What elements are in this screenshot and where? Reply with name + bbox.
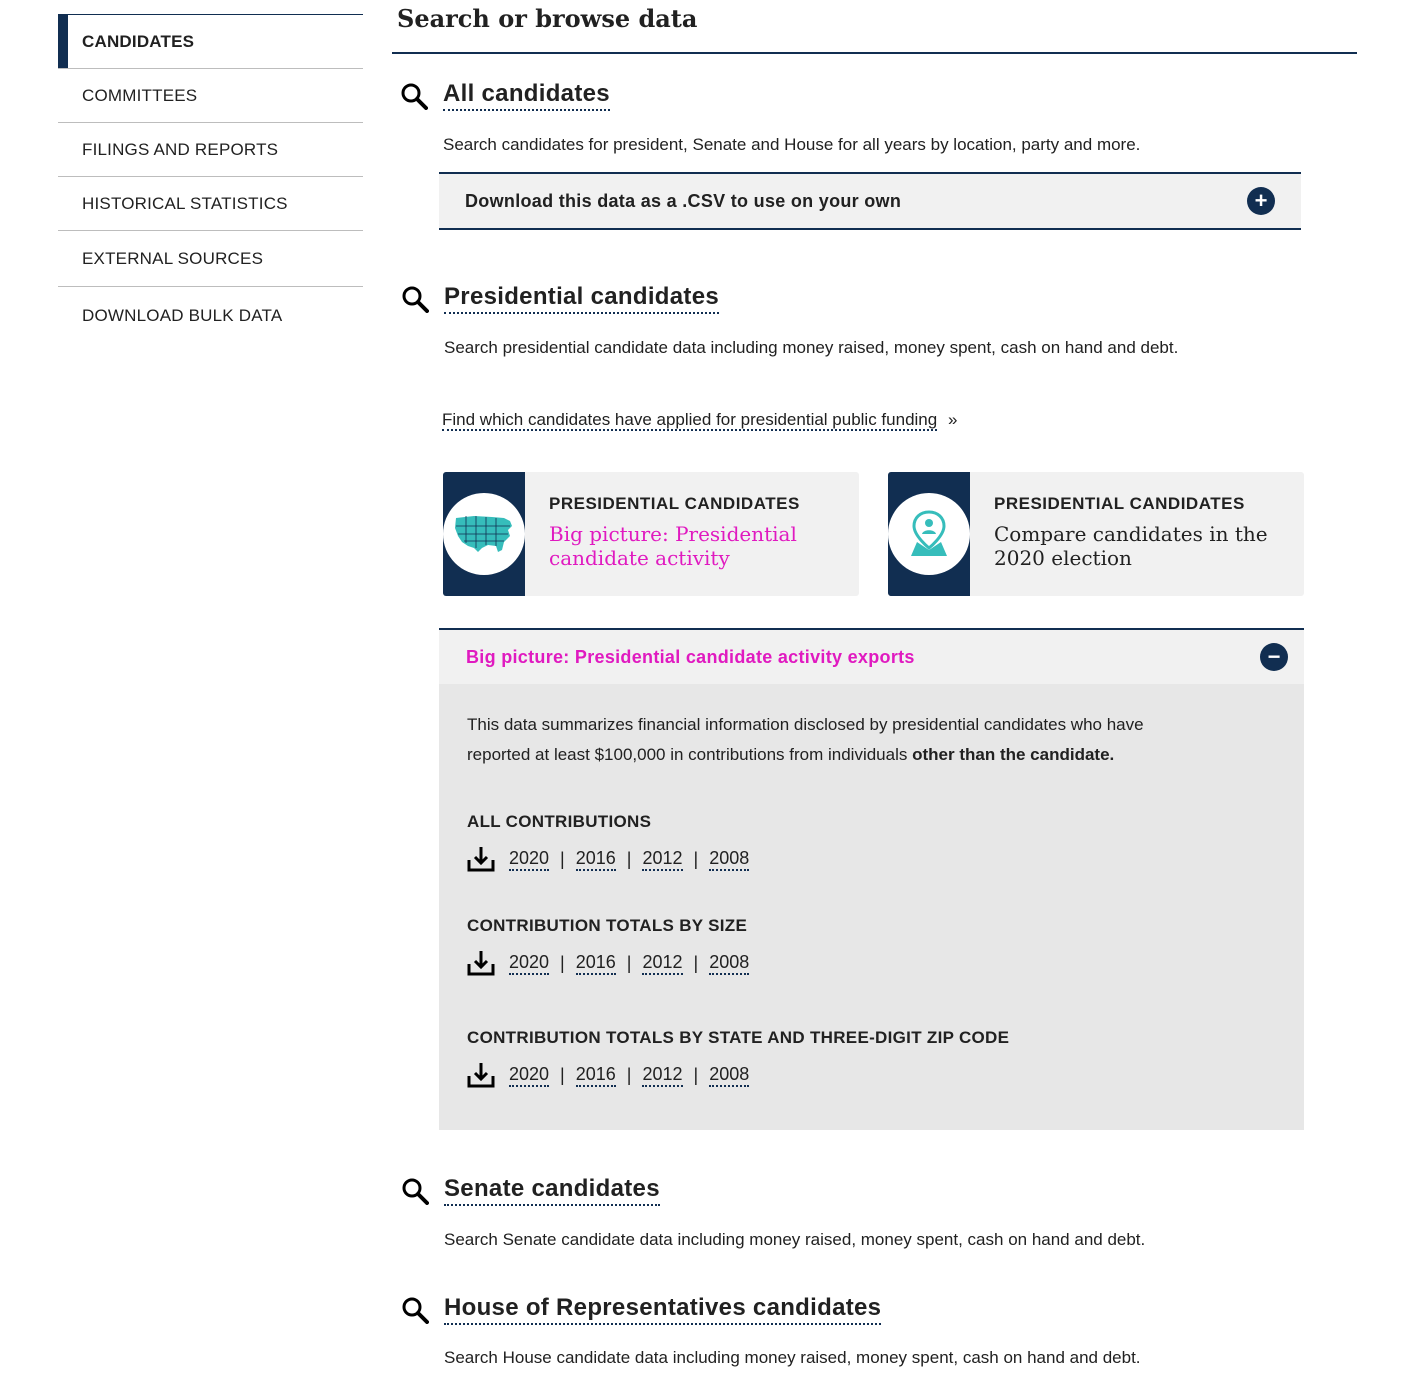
card-text [970,472,1304,596]
all-candidates-link[interactable]: All candidates [443,80,610,111]
exports-description-emphasis: other than the candidate. [912,745,1115,764]
download-csv-toggle[interactable] [439,174,1301,228]
year-link-2016[interactable]: 2016 [576,848,616,871]
separator: | [693,848,699,869]
year-link-2020[interactable]: 2020 [509,1064,549,1087]
separator: | [693,1064,699,1085]
search-icon [400,82,428,110]
card-icon-panel [888,472,970,596]
title-divider [392,52,1357,54]
download-icon [467,1062,495,1088]
card-kicker: PRESIDENTIAL CANDIDATES [549,494,800,513]
senate-description: Search Senate candidate data including money raised, money spent, cash on hand and debt. [444,1230,1146,1249]
download-csv-label: Download this data as a .CSV to use on your own [465,190,902,211]
presidential-candidates-heading [401,283,719,314]
compare-candidates-card[interactable] [888,472,1304,596]
year-link-2020[interactable]: 2020 [509,848,549,871]
separator: | [560,952,565,973]
sidebar-item-historical-statistics[interactable]: HISTORICAL STATISTICS [58,176,363,230]
sidebar-item-committees[interactable]: COMMITTEES [58,68,363,122]
year-link-2012[interactable]: 2012 [642,848,682,871]
big-picture-card[interactable] [443,472,859,596]
exports-description [467,710,1207,770]
public-funding-link-text: Find which candidates have applied for presidential public funding [442,410,938,429]
house-candidates-link[interactable]: House of Representatives candidates [444,1294,881,1325]
card-title: Compare candidates in the 2020 election [994,522,1268,570]
exports-body [439,684,1304,1130]
sidebar-nav [58,14,363,344]
house-description: Search House candidate data including money raised, money spent, cash on hand and debt. [444,1348,1141,1367]
separator: | [560,1064,565,1085]
search-icon [401,1177,429,1205]
export-group-label: ALL CONTRIBUTIONS [467,812,652,831]
separator: | [693,952,699,973]
sidebar-item-download-bulk-data[interactable]: DOWNLOAD BULK DATA [58,286,363,344]
separator: | [560,848,565,869]
card-icon-panel [443,472,525,596]
search-icon [401,1296,429,1324]
year-link-2012[interactable]: 2012 [642,952,682,975]
sidebar-item-external-sources[interactable]: EXTERNAL SOURCES [58,230,363,286]
year-link-2016[interactable]: 2016 [576,1064,616,1087]
year-links [467,1062,1276,1088]
exports-accordion [439,628,1304,1130]
export-group-totals-by-state-zip [467,1028,1276,1088]
card-title: Big picture: Presidential candidate activity [549,522,797,570]
year-link-2008[interactable]: 2008 [709,1064,749,1087]
sidebar-item-filings-and-reports[interactable]: FILINGS AND REPORTS [58,122,363,176]
exports-description-text: This data summarizes financial information disclosed by presidential candidates who have reported at least $100,000 in contributions from individuals [467,715,1144,764]
card-kicker: PRESIDENTIAL CANDIDATES [994,494,1245,513]
plus-icon[interactable]: + [1247,187,1275,215]
separator: | [626,1064,632,1085]
year-link-2012[interactable]: 2012 [642,1064,682,1087]
house-candidates-heading [401,1294,881,1325]
us-map-icon [452,512,516,556]
download-icon [467,950,495,976]
export-group-totals-by-size [467,916,1276,976]
exports-toggle[interactable] [439,630,1304,684]
year-links [467,950,1276,976]
card-icon-disc [888,493,970,575]
senate-candidates-link[interactable]: Senate candidates [444,1175,660,1206]
sidebar-item-candidates[interactable]: CANDIDATES [58,14,363,68]
separator: | [626,952,632,973]
year-link-2008[interactable]: 2008 [709,848,749,871]
card-text [525,472,859,596]
presidential-description: Search presidential candidate data including money raised, money spent, cash on hand and debt. [444,338,1179,357]
year-link-2016[interactable]: 2016 [576,952,616,975]
all-candidates-description: Search candidates for president, Senate and House for all years by location, party and more. [443,135,1141,154]
all-candidates-heading [400,80,610,111]
person-pin-icon [907,510,951,558]
search-icon [401,285,429,313]
year-link-2008[interactable]: 2008 [709,952,749,975]
download-icon [467,846,495,872]
presidential-candidates-link[interactable]: Presidential candidates [444,283,719,314]
export-group-all-contributions [467,812,1276,872]
chevron-right-icon: » [947,410,958,429]
year-link-2020[interactable]: 2020 [509,952,549,975]
export-group-label: CONTRIBUTION TOTALS BY STATE AND THREE-DIGIT ZIP CODE [467,1028,1010,1047]
exports-title: Big picture: Presidential candidate activity exports [466,646,915,667]
page-title: Search or browse data [397,4,698,33]
card-icon-disc [443,493,525,575]
export-group-label: CONTRIBUTION TOTALS BY SIZE [467,916,748,935]
minus-icon[interactable]: − [1260,643,1288,671]
senate-candidates-heading [401,1175,660,1206]
year-links [467,846,1276,872]
download-csv-accordion[interactable] [439,172,1301,230]
public-funding-link[interactable] [442,410,957,430]
separator: | [626,848,632,869]
